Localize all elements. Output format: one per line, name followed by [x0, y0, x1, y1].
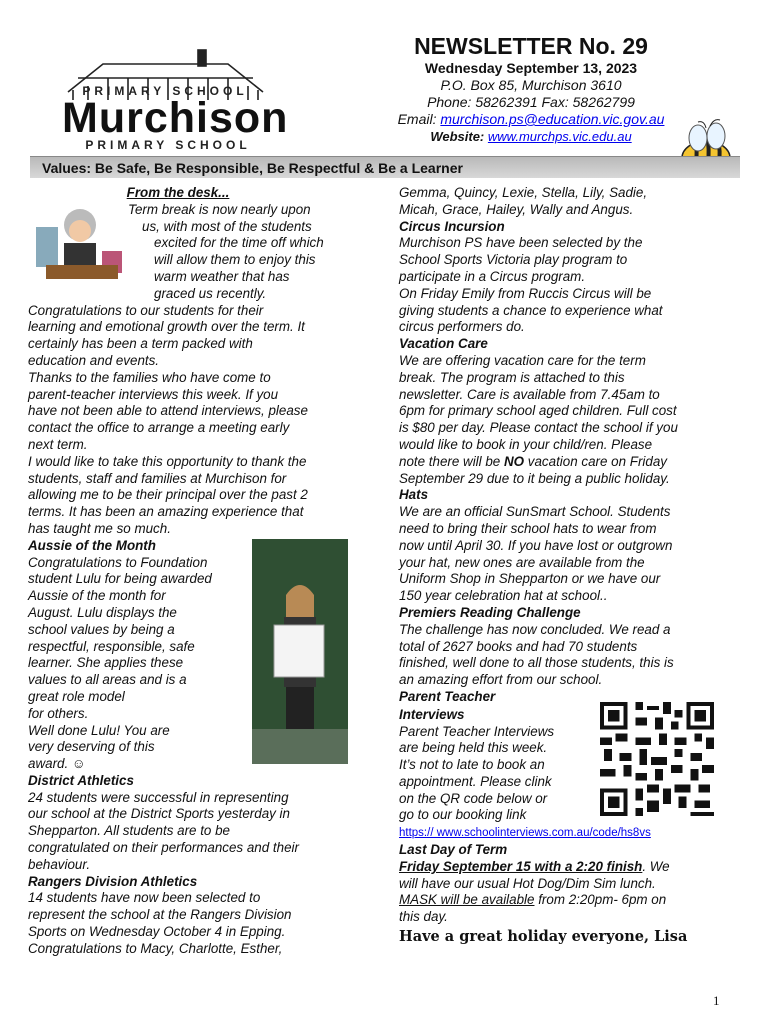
aussie-line: award. ☺	[28, 756, 86, 772]
vacation-line: September 29 due to it being a public holiday.	[399, 470, 670, 486]
pt-line: Parent Teacher Interviews	[399, 723, 555, 739]
para-line: education and events.	[28, 352, 160, 368]
logo-name: Murchison	[62, 94, 289, 142]
desk-line: warm weather that has	[154, 268, 290, 284]
rangers-line: represent the school at the Rangers Division	[28, 907, 292, 923]
para-line: students, staff and families at Murchison for	[28, 470, 287, 486]
newsletter-header	[376, 32, 686, 145]
aussie-line: respectful, responsible, safe	[28, 638, 195, 654]
circus-line: School Sports Victoria play program to	[399, 252, 628, 268]
para-line: learning and emotional growth over the term. It	[28, 319, 305, 335]
vacation-note-no: NO	[503, 453, 525, 469]
aussie-line: Congratulations to Foundation	[28, 554, 208, 570]
circus-line: participate in a Circus program.	[399, 268, 586, 284]
aussie-line: great role model	[28, 688, 125, 704]
pt-heading-2: Interviews	[399, 706, 465, 722]
aussie-line: August. Lulu displays the	[28, 604, 177, 620]
phone-fax: Phone: 58262391 Fax: 58262799	[427, 94, 635, 110]
pt-line: It’s not to late to book an	[399, 757, 545, 773]
student-photo	[252, 539, 348, 764]
hats-heading: Hats	[399, 487, 429, 503]
para-line: I would like to take this opportunity to thank the	[28, 453, 307, 469]
pt-line: appointment. Please clink	[399, 773, 552, 789]
circus-line: On Friday Emily from Ruccis Circus will be	[399, 285, 652, 301]
pt-heading-1: Parent Teacher	[399, 688, 496, 704]
para-line: Thanks to the families who have come to	[28, 369, 271, 385]
names-line: Gemma, Quincy, Lexie, Stella, Lily, Sadie,	[399, 185, 648, 200]
website-label: Website:	[430, 129, 488, 144]
last-day-heading: Last Day of Term	[399, 842, 508, 858]
desk-line: Term break is now nearly upon	[128, 201, 311, 217]
desk-heading: From the desk...	[126, 185, 230, 200]
hats-line: now until April 30. If you have lost or outgrown	[399, 537, 673, 553]
logo-subtitle: PRIMARY SCHOOL	[85, 138, 251, 152]
po-box: P.O. Box 85, Murchison 3610	[440, 77, 622, 93]
vacation-line: would like to book in your child/ren. Please	[399, 436, 653, 452]
rangers-line: 14 students have now been selected to	[28, 890, 261, 906]
vacation-line: is $80 per day. Please contact the school if you	[399, 420, 678, 436]
last-day-after: . We	[642, 858, 670, 874]
district-line: congratulated on their performances and their	[28, 840, 299, 856]
aussie-line: Aussie of the month for	[28, 588, 166, 604]
aussie-heading: Aussie of the Month	[28, 537, 156, 553]
para-line: allowing me to be their principal over the past 2	[28, 487, 308, 503]
last-day-line: will have our usual Hot Dog/Dim Sim lunch.	[399, 875, 656, 891]
vacation-line: break. The program is attached to this	[399, 369, 625, 385]
aussie-line: Well done Lulu! You are	[28, 722, 170, 738]
district-line: Shepparton. All students are to be	[28, 823, 230, 839]
vacation-note	[399, 454, 729, 471]
aussie-line: values to all areas and is a	[28, 672, 187, 688]
email-label: Email:	[397, 111, 441, 127]
hats-line: We are an official SunSmart School. Students	[399, 504, 671, 520]
hats-line: need to bring their school hats to wear from	[399, 520, 657, 536]
email-link[interactable]: murchison.ps@education.vic.gov.au	[440, 111, 665, 127]
rangers-line: Congratulations to Macy, Charlotte, Esther,	[28, 940, 283, 956]
para-line: has taught me so much.	[28, 520, 171, 536]
hats-line: 150 year celebration hat at school..	[399, 588, 608, 604]
last-day-line: this day.	[399, 909, 448, 925]
values-banner: Values: Be Safe, Be Responsible, Be Respectful & Be a Learner	[30, 156, 740, 178]
district-heading: District Athletics	[28, 772, 134, 788]
aussie-line: for others.	[28, 705, 89, 721]
premiers-heading: Premiers Reading Challenge	[399, 604, 581, 620]
desk-line: excited for the time off which	[154, 235, 324, 251]
newsletter-title: NEWSLETTER No. 29	[414, 33, 648, 59]
aussie-line: learner. She applies these	[28, 655, 184, 671]
rangers-line: Sports on Wednesday October 4 in Epping.	[28, 924, 286, 940]
district-line: 24 students were successful in representing	[28, 789, 289, 805]
circus-line: circus performers do.	[399, 319, 525, 335]
pt-line: are being held this week.	[399, 740, 548, 756]
mask-line	[399, 892, 729, 909]
vacation-heading: Vacation Care	[399, 336, 488, 352]
para-line: parent-teacher interviews this week. If you	[28, 386, 279, 402]
para-line: contact the office to arrange a meeting early	[28, 420, 290, 436]
website-link[interactable]: www.murchps.vic.edu.au	[487, 129, 632, 144]
circus-line: giving students a chance to experience what	[399, 302, 663, 318]
circus-heading: Circus Incursion	[399, 218, 505, 234]
page-number: 1	[713, 993, 720, 1008]
vacation-note-pre: note there will be	[399, 453, 504, 469]
hats-line: your hat, new ones are available from the	[399, 554, 645, 570]
circus-line: Murchison PS have been selected by the	[399, 235, 643, 251]
newsletter-date: Wednesday September 13, 2023	[424, 60, 638, 76]
desk-line: will allow them to enjoy this	[154, 252, 316, 268]
premiers-line: an amazing effort from our school.	[399, 672, 603, 688]
vacation-note-post: vacation care on Friday	[524, 453, 667, 469]
last-day-line	[399, 859, 729, 876]
mask-after: from 2:20pm- 6pm on	[534, 892, 667, 908]
para-line: have not been able to attend interviews, please	[28, 403, 308, 419]
pt-line: on the QR code below or	[399, 790, 548, 806]
premiers-line: finished, well done to all those students, this is	[399, 655, 674, 671]
booking-link[interactable]: https:// www.schoolinterviews.com.au/code/hs8vs	[399, 827, 651, 840]
rangers-heading: Rangers Division Athletics	[28, 873, 198, 889]
desk-line: us, with most of the students	[142, 218, 312, 234]
aussie-line: very deserving of this	[28, 739, 155, 755]
names-line: Micah, Grace, Hailey, Wally and Angus.	[399, 201, 634, 217]
desk-line: graced us recently.	[154, 285, 267, 301]
para-line: Congratulations to our students for their	[28, 302, 264, 318]
qr-code[interactable]	[598, 702, 716, 816]
website-line	[376, 128, 686, 145]
aussie-line: school values by being a	[28, 621, 175, 637]
logo-top-text: PRIMARY SCHOOL	[82, 84, 248, 98]
para-line: terms. It has been an amazing experience that	[28, 504, 304, 520]
vacation-line: 6pm for primary school aged children. Full cost	[399, 403, 677, 419]
vacation-line: We are offering vacation care for the term	[399, 352, 646, 368]
vacation-line: newsletter. Care is available from 7.45am to	[399, 386, 660, 402]
premiers-line: total of 2627 books and had 70 students	[399, 638, 638, 654]
district-line: behaviour.	[28, 856, 91, 872]
aussie-line: student Lulu for being awarded	[28, 571, 212, 587]
email-line	[376, 111, 686, 128]
para-line: certainly has been a term packed with	[28, 336, 253, 352]
last-day-date: Friday September 15 with a 2:20 finish	[399, 858, 643, 874]
premiers-line: The challenge has now concluded. We read a	[399, 621, 671, 637]
district-line: our school at the District Sports yesterday in	[28, 806, 290, 822]
pt-line: go to our booking link	[399, 807, 527, 823]
mask-text: MASK will be available	[399, 892, 535, 908]
signoff: Have a great holiday everyone, Lisa	[399, 928, 688, 945]
para-line: next term.	[28, 436, 88, 452]
hats-line: Uniform Shop in Shepparton or we have our	[399, 571, 661, 587]
